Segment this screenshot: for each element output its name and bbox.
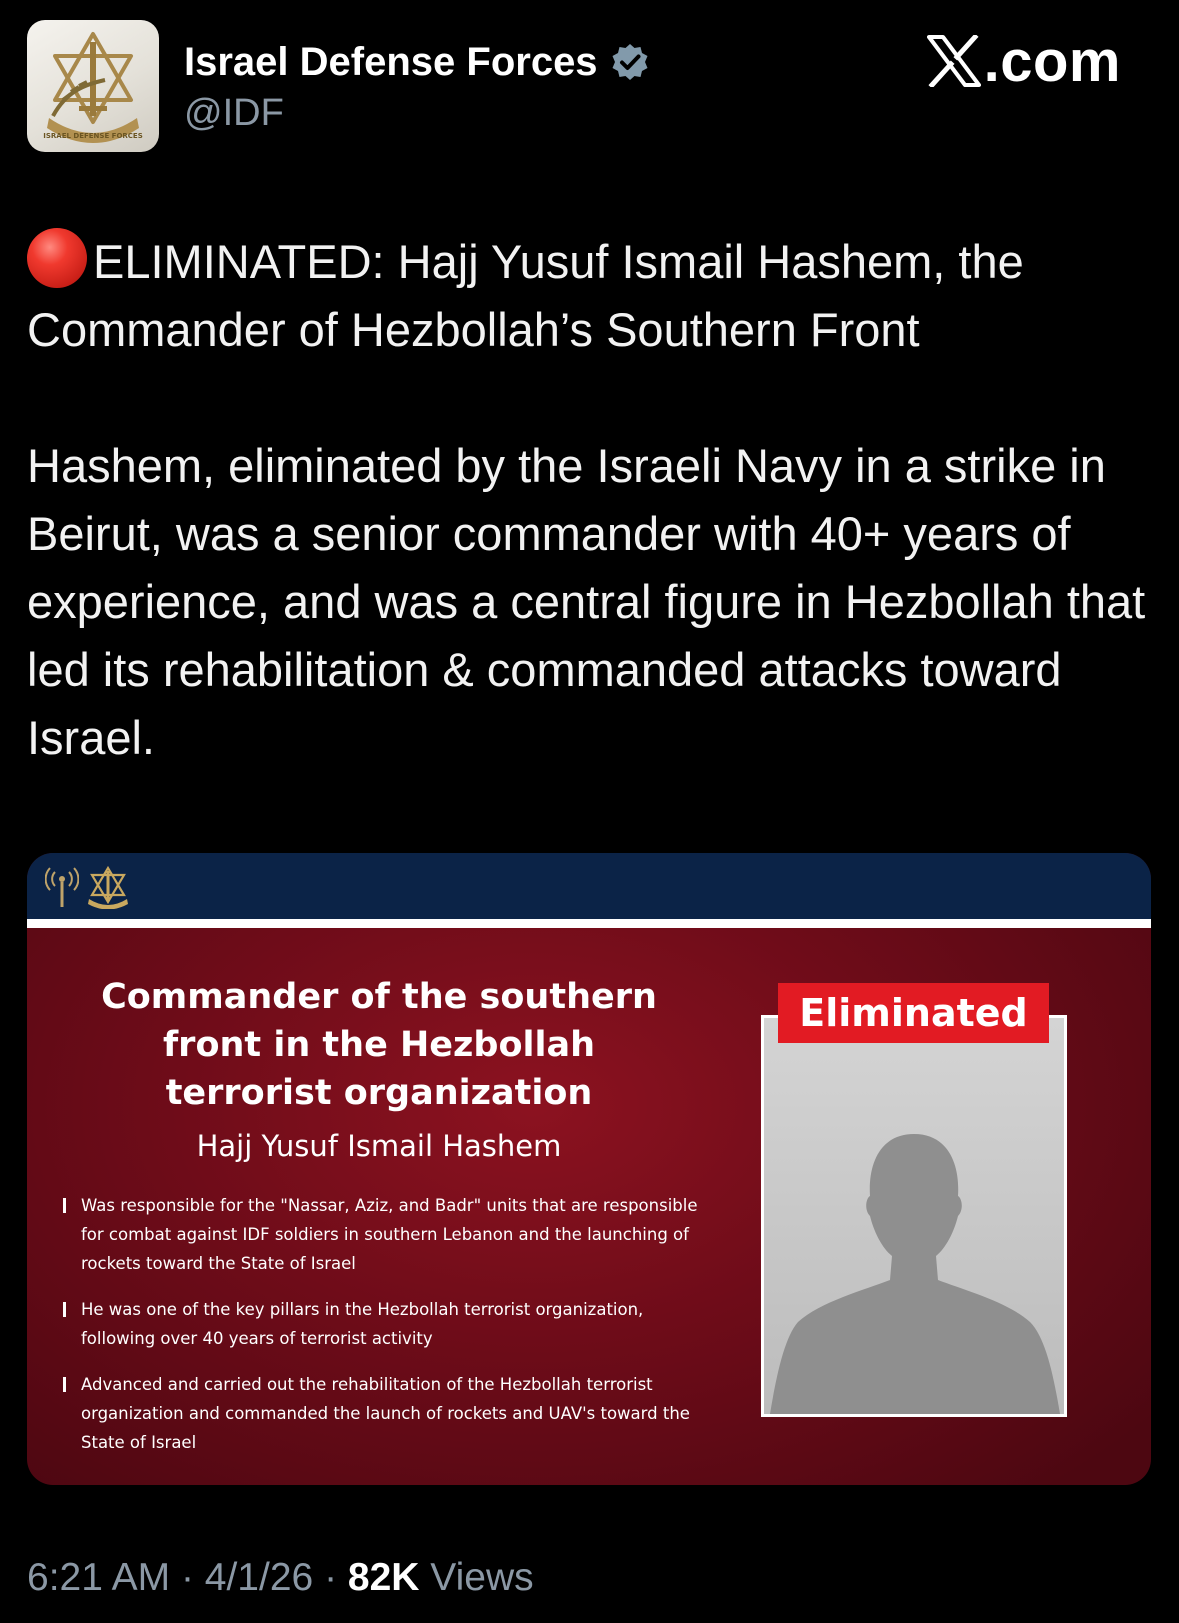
tweet-headline: ELIMINATED: Hajj Yusuf Ismail Hashem, the Commander of Hezbollah’s Southern Front <box>27 235 1024 356</box>
eliminated-badge: Eliminated <box>778 983 1049 1043</box>
views-count[interactable]: 82K <box>347 1556 420 1599</box>
card-bullet <box>63 1370 703 1457</box>
tweet-meta <box>27 1556 534 1600</box>
site-brand <box>927 28 1121 94</box>
bullet-marker <box>63 1198 66 1213</box>
display-name[interactable]: Israel Defense Forces <box>184 39 598 84</box>
card-logos <box>45 865 133 909</box>
card-bullet-text: Advanced and carried out the rehabilitation of the Hezbollah terrorist organization and commanded the launch of rockets and UAV's toward the State of Israel <box>81 1375 690 1452</box>
meta-separator: · <box>324 1556 338 1599</box>
meta-separator: · <box>180 1556 194 1599</box>
card-bullet <box>63 1295 703 1353</box>
tweet-text <box>27 228 1157 772</box>
intelligence-antenna-icon <box>45 865 79 909</box>
tweet-time[interactable]: 6:21 AM <box>27 1556 171 1599</box>
card-divider <box>27 919 1151 928</box>
tweet-body: Hashem, eliminated by the Israeli Navy in a strike in Beirut, was a senior commander with 40+ years of experience, and was a central figure in Hezbollah that led its rehabilitation & commanded attacks toward Israel. <box>27 439 1146 764</box>
tweet-date[interactable]: 4/1/26 <box>204 1556 314 1599</box>
card-top-band <box>27 853 1151 919</box>
red-circle-icon <box>27 228 87 288</box>
site-brand-suffix: .com <box>983 28 1121 94</box>
card-bullet-list <box>63 1191 703 1474</box>
idf-emblem-small-icon <box>83 865 133 909</box>
idf-emblem-icon <box>27 20 159 152</box>
views-label: Views <box>430 1556 534 1599</box>
bullet-marker <box>63 1377 66 1392</box>
media-card[interactable] <box>27 853 1151 1485</box>
card-person-name: Hajj Yusuf Ismail Hashem <box>196 1129 562 1163</box>
card-bullet-text: Was responsible for the "Nassar, Aziz, and Badr" units that are responsible for combat against IDF soldiers in southern Lebanon and the launching of rockets toward the State of Israel <box>81 1196 698 1273</box>
person-silhouette-icon <box>764 1018 1064 1414</box>
card-bullet <box>63 1191 703 1278</box>
card-bullet-text: He was one of the key pillars in the Hezbollah terrorist organization, following over 40 years of terrorist activity <box>81 1300 644 1348</box>
verified-badge-icon[interactable] <box>610 42 650 82</box>
avatar-emblem-text: ISRAEL DEFENSE FORCES <box>43 132 143 140</box>
bullet-marker <box>63 1302 66 1317</box>
paragraph-gap <box>27 364 1157 432</box>
avatar[interactable] <box>27 20 159 152</box>
card-heading: Commander of the southern front in the Hezbollah terrorist organization <box>101 977 657 1113</box>
display-name-row[interactable] <box>184 38 650 86</box>
account-handle[interactable]: @IDF <box>184 92 284 134</box>
photo-placeholder <box>761 1015 1067 1417</box>
x-logo-icon <box>927 35 981 87</box>
tweet-headline-paragraph <box>27 228 1157 364</box>
